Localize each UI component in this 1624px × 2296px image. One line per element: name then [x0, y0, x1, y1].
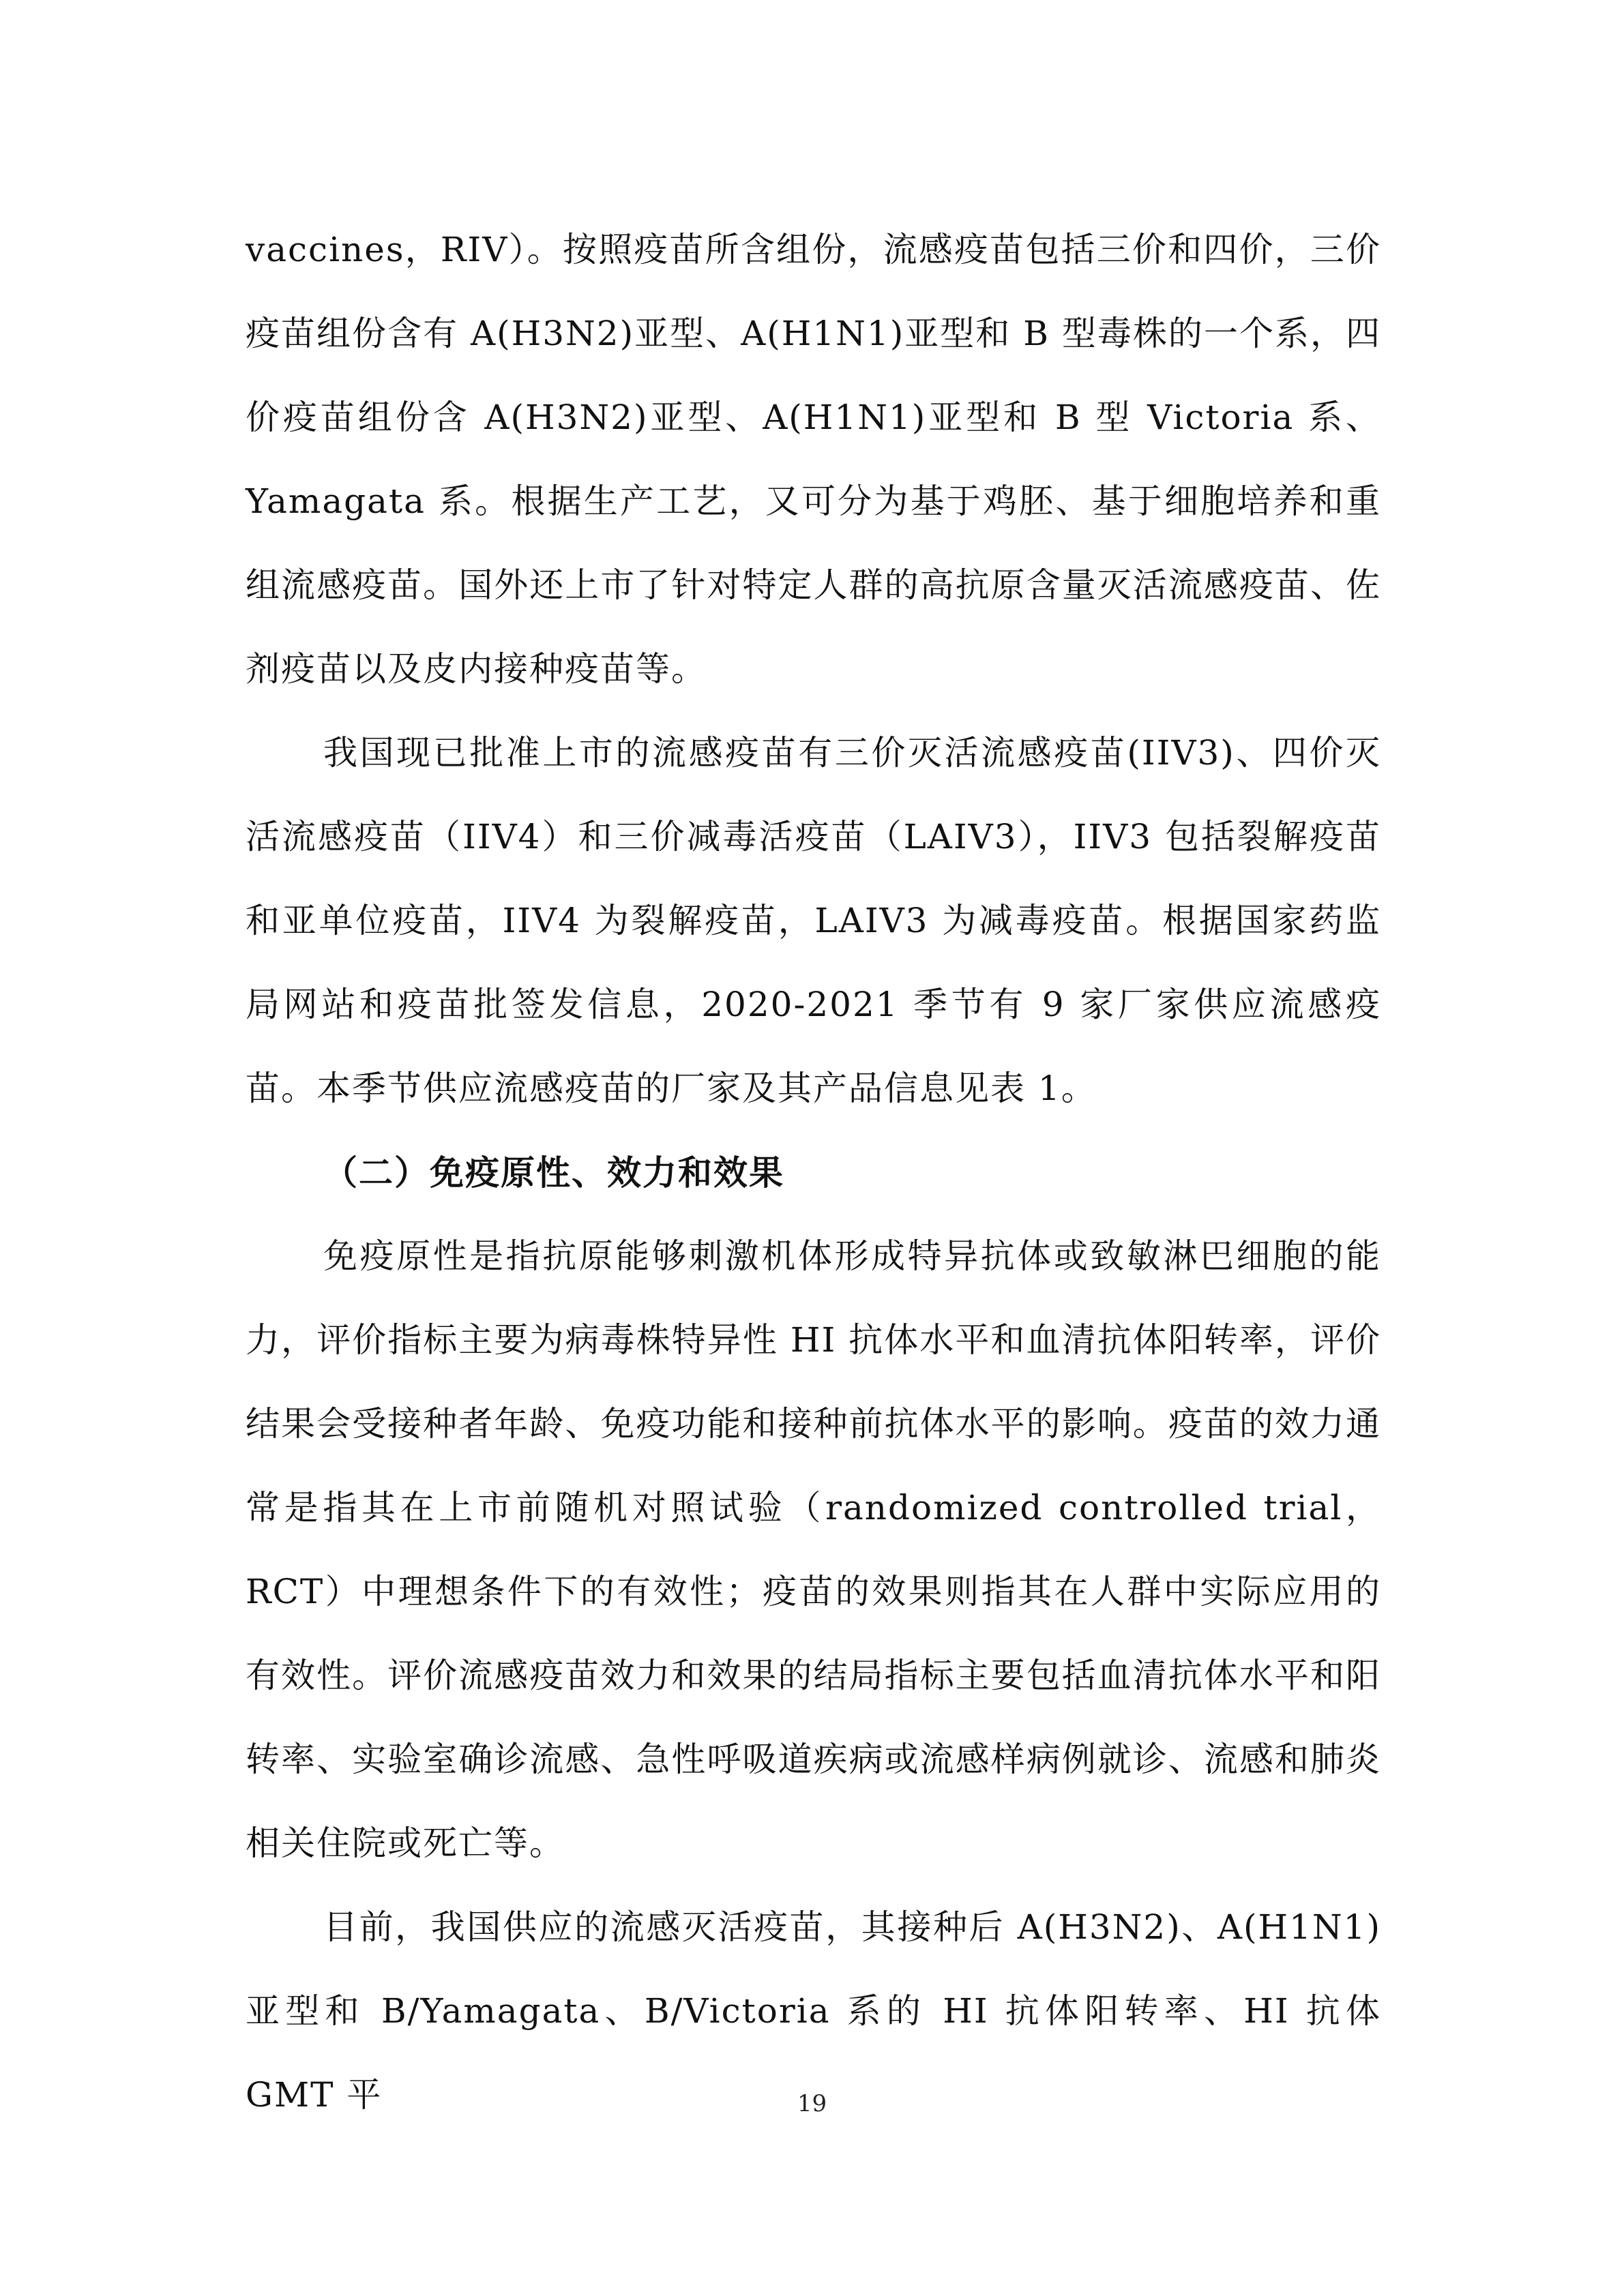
paragraph-approved-vaccines: 我国现已批准上市的流感疫苗有三价灭活流感疫苗(IIV3)、四价灭活流感疫苗（IIV4）和三价减毒活疫苗（LAIV3），IIV3 包括裂解疫苗和亚单位疫苗，IIV4 为裂解疫苗，LAIV3 为减毒疫苗。根据国家药监局网站和疫苗批签发信息，2020-2021 季节有 9 家厂家供应流感疫苗。本季节供应流感疫苗的厂家及其产品信息见表 1。 [246, 733, 1381, 1108]
paragraph-current-vaccines: 目前，我国供应的流感灭活疫苗，其接种后 A(H3N2)、A(H1N1)亚型和 B/Yamagata、B/Victoria 系的 HI 抗体阳转率、HI 抗体 GMT 平 [246, 1907, 1381, 2115]
paragraph-immunogenicity-definition: 免疫原性是指抗原能够刺激机体形成特异抗体或致敏淋巴细胞的能力，评价指标主要为病毒株特异性 HI 抗体水平和血清抗体阳转率，评价结果会受接种者年龄、免疫功能和接种前抗体水平的影响。疫苗的效力通常是指其在上市前随机对照试验（randomized controlled trial，RCT）中理想条件下的有效性；疫苗的效果则指其在人群中实际应用的有效性。评价流感疫苗效力和效果的结局指标主要包括血清抗体水平和阳转率、实验室确诊流感、急性呼吸道疾病或流感样病例就诊、流感和肺炎相关住院或死亡等。 [246, 1236, 1381, 1863]
section-heading-immunogenicity: （二）免疫原性、效力和效果 [323, 1152, 784, 1193]
document-body [246, 208, 1381, 2137]
paragraph-vaccine-types: vaccines，RIV）。按照疫苗所含组份，流感疫苗包括三价和四价，三价疫苗组份含有 A(H3N2)亚型、A(H1N1)亚型和 B 型毒株的一个系，四价疫苗组份含 A(H3N2)亚型、A(H1N1)亚型和 B 型 Victoria 系、Yamagata 系。根据生产工艺，又可分为基于鸡胚、基于细胞培养和重组流感疫苗。国外还上市了针对特定人群的高抗原含量灭活流感疫苗、佐剂疫苗以及皮内接种疫苗等。 [246, 230, 1381, 689]
page-number: 19 [797, 2090, 827, 2117]
